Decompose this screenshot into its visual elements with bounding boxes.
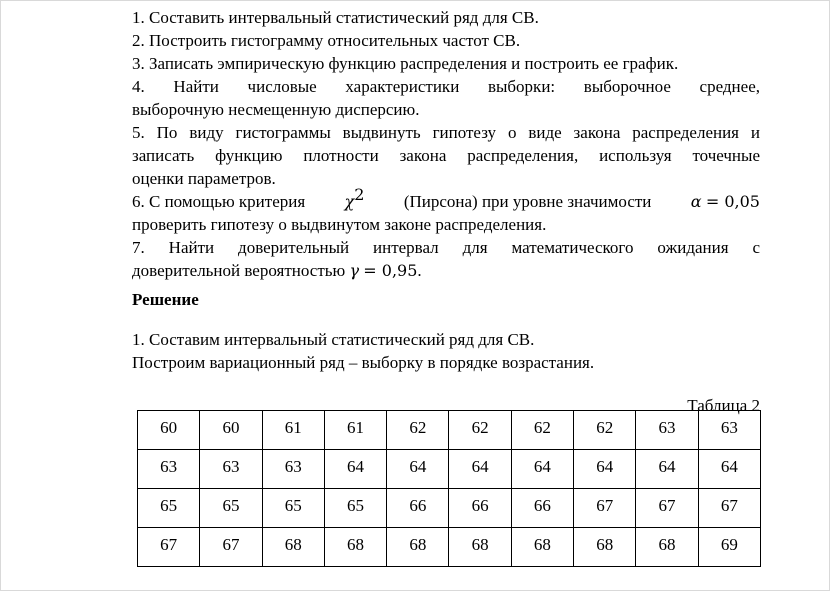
task-4-line-2: выборочную несмещенную дисперсию.: [132, 100, 420, 119]
table-cell: 66: [449, 489, 511, 528]
table-cell: 61: [262, 411, 324, 450]
task-6-line-1: [132, 185, 760, 213]
solution-step-1: 1. Составим интервальный статистический ряд для СВ.: [132, 330, 535, 349]
task-7-line-1: 7. Найти доверительный интервал для математического ожидания с: [132, 238, 760, 257]
task-7-period: .: [417, 261, 422, 280]
table-cell: 69: [698, 528, 760, 567]
task-list: [132, 6, 760, 282]
table-cell: 63: [698, 411, 760, 450]
task-1: 1. Составить интервальный статистический ряд для СВ.: [132, 8, 539, 27]
table-cell: 67: [200, 528, 262, 567]
table-cell: 66: [387, 489, 449, 528]
task-4-line-1: 4. Найти числовые характеристики выборки: выборочное среднее,: [132, 77, 760, 96]
gamma-expression: γ = 0,95: [349, 261, 418, 280]
table-cell: 68: [636, 528, 698, 567]
table-cell: 65: [138, 489, 200, 528]
table-cell: 64: [574, 450, 636, 489]
table-cell: 66: [511, 489, 573, 528]
table-cell: 68: [511, 528, 573, 567]
task-6-text-a: 6. С помощью критерия: [132, 192, 306, 211]
table-cell: 64: [324, 450, 386, 489]
table-cell: 68: [324, 528, 386, 567]
table-cell: 62: [387, 411, 449, 450]
table-row: [138, 450, 761, 489]
table-cell: 60: [138, 411, 200, 450]
table-cell: 63: [262, 450, 324, 489]
table-row: [138, 528, 761, 567]
task-7-text: доверительной вероятностью: [132, 261, 346, 280]
table-cell: 68: [262, 528, 324, 567]
table-cell: 64: [636, 450, 698, 489]
table-cell: 68: [387, 528, 449, 567]
task-5-line-2: записать функцию плотности закона распределения, используя точечные: [132, 146, 760, 165]
table-cell: 64: [698, 450, 760, 489]
solution-body: [132, 328, 760, 374]
table-cell: 68: [574, 528, 636, 567]
table-cell: 62: [449, 411, 511, 450]
table-cell: 65: [324, 489, 386, 528]
table-cell: 63: [138, 450, 200, 489]
solution-heading: Решение: [132, 290, 199, 309]
table-cell: 68: [449, 528, 511, 567]
task-3: 3. Записать эмпирическую функцию распределения и построить ее график.: [132, 54, 679, 73]
table-cell: 63: [636, 411, 698, 450]
task-5-line-1: 5. По виду гистограммы выдвинуть гипотезу о виде закона распределения и: [132, 123, 760, 142]
table-row: [138, 489, 761, 528]
table-cell: 60: [200, 411, 262, 450]
table-row: [138, 411, 761, 450]
table-cell: 64: [449, 450, 511, 489]
table-cell: 65: [200, 489, 262, 528]
variation-series-table: [137, 410, 761, 567]
table-cell: 67: [574, 489, 636, 528]
task-6-line-2: проверить гипотезу о выдвинутом законе распределения.: [132, 215, 547, 234]
alpha-expression: α = 0,05: [690, 192, 760, 211]
table-cell: 64: [387, 450, 449, 489]
task-7-line-2: [132, 259, 760, 282]
table-caption: Таблица 2: [687, 396, 760, 415]
table-cell: 62: [511, 411, 573, 450]
table-cell: 67: [698, 489, 760, 528]
table-cell: 62: [574, 411, 636, 450]
table-cell: 65: [262, 489, 324, 528]
task-6-text-b: (Пирсона) при уровне значимости: [403, 192, 652, 211]
table-cell: 67: [138, 528, 200, 567]
table-cell: 64: [511, 450, 573, 489]
table-cell: 63: [200, 450, 262, 489]
chi-square-symbol: $\chi^2$: [344, 185, 365, 211]
solution-step-1-description: Построим вариационный ряд – выборку в порядке возрастания.: [132, 353, 595, 372]
table-cell: 61: [324, 411, 386, 450]
table-cell: 67: [636, 489, 698, 528]
task-2: 2. Построить гистограмму относительных частот СВ.: [132, 31, 521, 50]
task-5-line-3: оценки параметров.: [132, 169, 276, 188]
